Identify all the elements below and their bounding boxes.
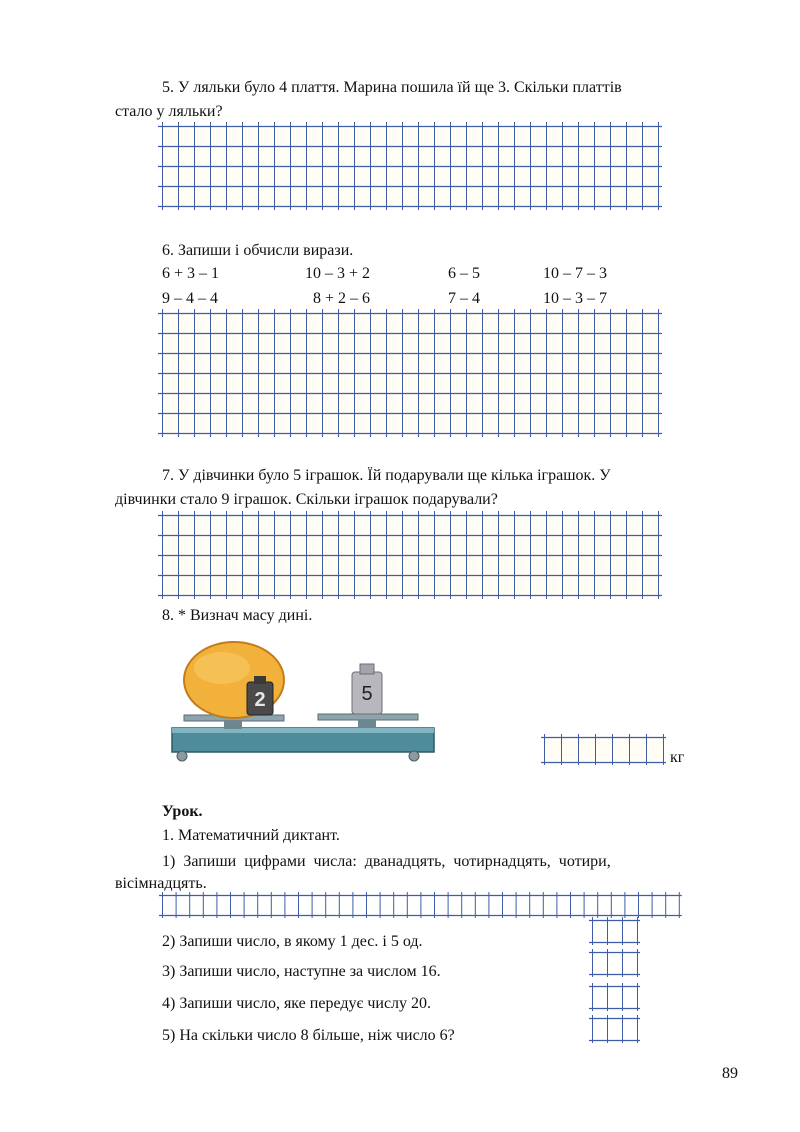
answer-box-question-3[interactable] bbox=[592, 952, 637, 974]
task7-line2: дівчинки стало 9 іграшок. Скільки іграшок подарували? bbox=[115, 491, 498, 508]
task7-line1: 7. У дівчинки було 5 іграшок. Їй подарували ще кілька іграшок. У bbox=[162, 467, 611, 484]
answer-grid-task7[interactable] bbox=[162, 515, 658, 595]
answer-grid-task5[interactable] bbox=[162, 126, 658, 206]
task8-heading: 8. * Визнач масу дині. bbox=[162, 607, 313, 624]
unit-label: кг bbox=[670, 749, 685, 766]
expression: 9 – 4 – 4 bbox=[162, 290, 218, 307]
expression: 6 + 3 – 1 bbox=[162, 265, 220, 282]
balance-scale-illustration bbox=[162, 638, 442, 764]
question-3: 3) Запиши число, наступне за числом 16. bbox=[162, 963, 441, 980]
answer-grid-mass[interactable] bbox=[544, 737, 663, 762]
expression: 6 – 5 bbox=[448, 265, 480, 282]
question-2: 2) Запиши число, в якому 1 дес. і 5 од. bbox=[162, 933, 423, 950]
question-5: 5) На скільки число 8 більше, ніж число 6? bbox=[162, 1027, 455, 1044]
question-4: 4) Запиши число, яке передує числу 20. bbox=[162, 995, 432, 1012]
expression: 10 – 7 – 3 bbox=[543, 265, 607, 282]
weight-label-right: 5 bbox=[361, 683, 373, 705]
expression: 10 – 3 + 2 bbox=[305, 265, 371, 282]
task5-line2: стало у ляльки? bbox=[115, 103, 223, 120]
question-1-line1: 1) Запиши цифрами числа: дванадцять, чотирнадцять, чотири, bbox=[162, 853, 611, 870]
task5-line1: 5. У ляльки було 4 плаття. Марина пошила їй ще 3. Скільки платтів bbox=[162, 79, 622, 96]
lesson-title: Урок. bbox=[162, 803, 203, 820]
answer-box-question-5[interactable] bbox=[592, 1018, 637, 1040]
answer-strip-question-1[interactable] bbox=[162, 895, 679, 915]
expression: 7 – 4 bbox=[448, 290, 480, 307]
expression: 10 – 3 – 7 bbox=[543, 290, 607, 307]
answer-box-question-4[interactable] bbox=[592, 986, 637, 1008]
answer-box-question-2[interactable] bbox=[592, 920, 637, 942]
task6-heading: 6. Запиши і обчисли вирази. bbox=[162, 242, 354, 259]
answer-grid-task6[interactable] bbox=[162, 313, 658, 433]
expression: 8 + 2 – 6 bbox=[313, 290, 371, 307]
question-1-line2: вісімнадцять. bbox=[115, 875, 207, 892]
page-number: 89 bbox=[722, 1065, 738, 1082]
dictation-heading: 1. Математичний диктант. bbox=[162, 827, 340, 844]
weight-label-left: 2 bbox=[254, 689, 266, 711]
